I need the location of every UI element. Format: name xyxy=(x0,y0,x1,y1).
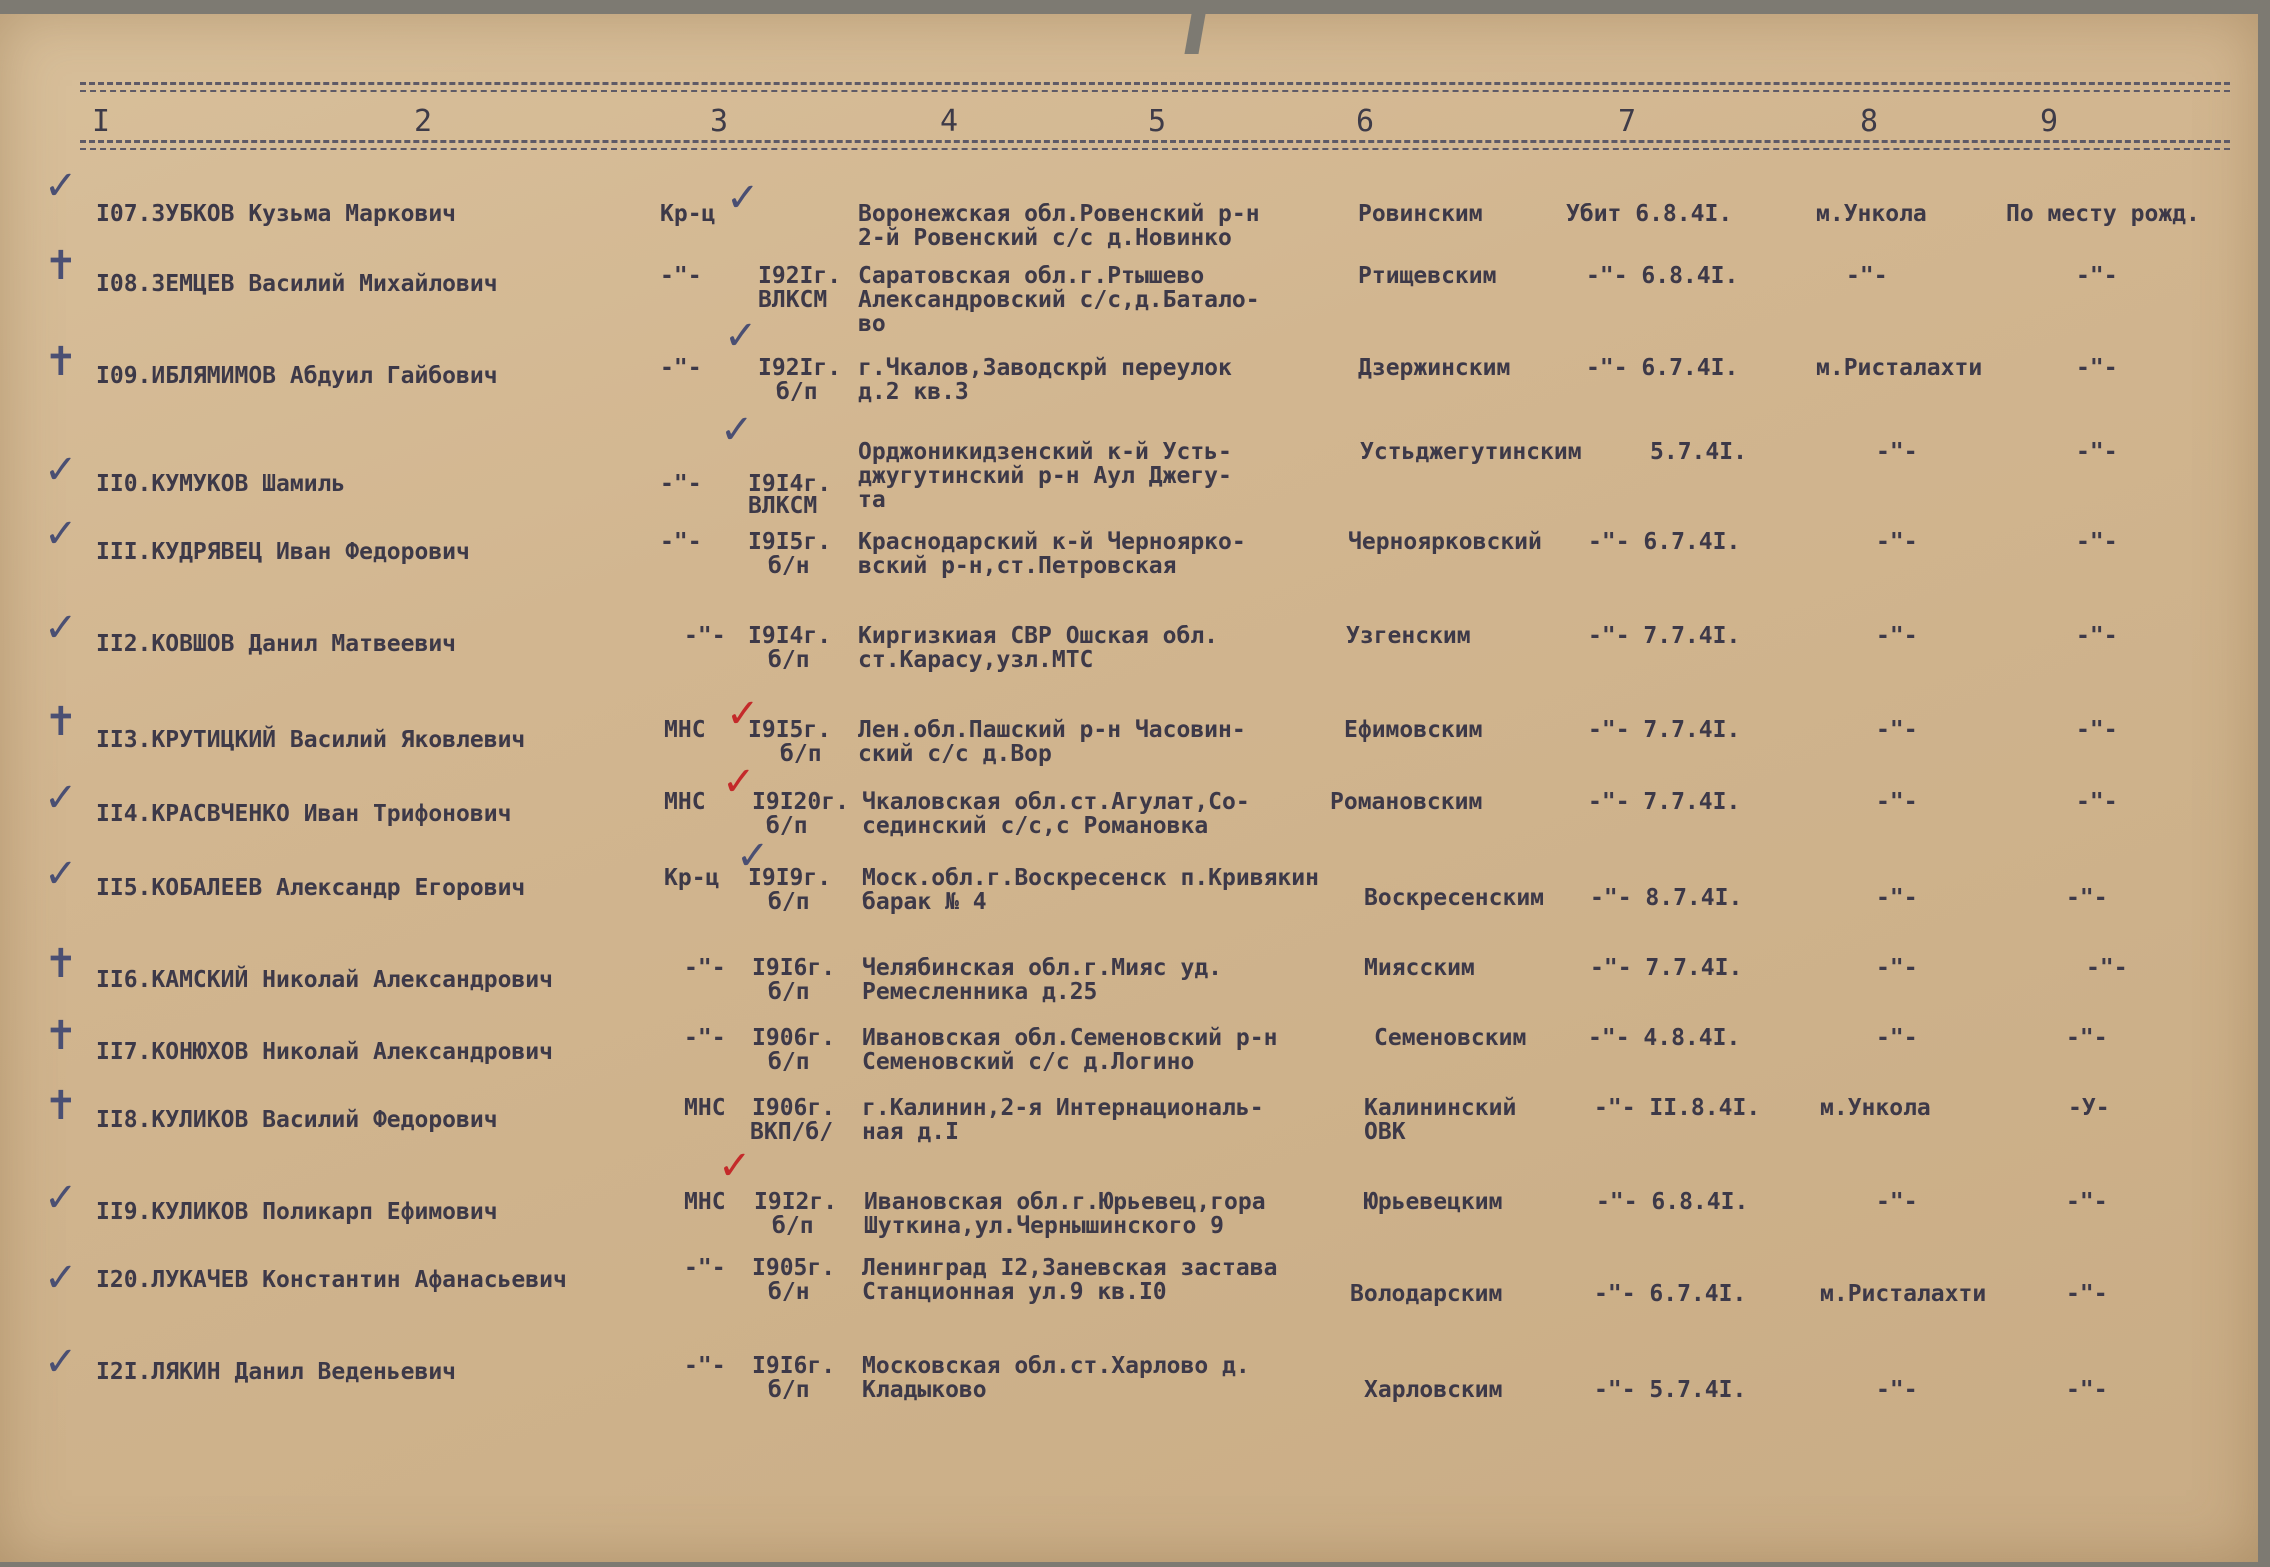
address-line: г.Калинин,2-я Интернациональ- xyxy=(862,1095,1264,1121)
column-number-7: 7 xyxy=(1618,104,1637,139)
burial: -"- xyxy=(2086,955,2128,981)
address-line: барак № 4 xyxy=(862,889,987,915)
rank: МНС xyxy=(684,1189,726,1215)
person-name: I20.ЛУКАЧЕВ Константин Афанасьевич xyxy=(96,1267,567,1293)
address-line: Семеновский с/с д.Логино xyxy=(862,1049,1195,1075)
place-of-death: м.Ристалахти xyxy=(1820,1281,1987,1307)
red-pencil-tick-icon: ✓ xyxy=(726,691,760,737)
address-line: Воронежская обл.Ровенский р-н xyxy=(858,201,1260,227)
rank: -"- xyxy=(684,1353,726,1379)
birth-year: I9I5г. xyxy=(748,717,832,743)
pencil-tick-icon: ✓ xyxy=(44,1255,78,1301)
address-line: Киргизкиая СВР Ошская обл. xyxy=(858,623,1219,649)
column-number-8: 8 xyxy=(1860,104,1879,139)
rank: -"- xyxy=(684,955,726,981)
pencil-tick-icon: ✓ xyxy=(724,313,758,359)
rank: -"- xyxy=(660,529,702,555)
birth-year: I9I5г. xyxy=(748,529,832,555)
fate-date: -"- 7.7.4I. xyxy=(1588,717,1741,743)
rvk: Ефимовским xyxy=(1344,717,1483,743)
birth-year: I905г. xyxy=(752,1255,836,1281)
party: б/п xyxy=(768,647,810,673)
address-line: Кладыково xyxy=(862,1377,987,1403)
birth-year: I92Iг. xyxy=(758,355,842,381)
column-number-5: 5 xyxy=(1148,104,1167,139)
place-of-death: м.Ункола xyxy=(1816,201,1927,227)
rank: МНС xyxy=(664,717,706,743)
column-number-6: 6 xyxy=(1356,104,1375,139)
red-pencil-tick-icon: ✓ xyxy=(718,1143,752,1189)
pencil-tick-icon: ✓ xyxy=(44,163,78,209)
address-line: Челябинская обл.г.Мияс уд. xyxy=(862,955,1223,981)
burial: -"- xyxy=(2076,623,2118,649)
place-of-death: -"- xyxy=(1846,263,1888,289)
address-line: Ленинград I2,Заневская застава xyxy=(862,1255,1278,1281)
document-sheet xyxy=(0,14,2258,1562)
address-line: Ивановская обл.г.Юрьевец,гора xyxy=(864,1189,1266,1215)
birth-year: I9I4г. xyxy=(748,623,832,649)
person-name: II2.КОВШОВ Данил Матвеевич xyxy=(96,631,457,657)
column-number-4: 4 xyxy=(940,104,959,139)
fate-date: -"- 6.8.4I. xyxy=(1586,263,1739,289)
place-of-death: -"- xyxy=(1876,885,1918,911)
address-line: ная д.I xyxy=(862,1119,959,1145)
person-name: II5.КОБАЛЕЕВ Александр Егорович xyxy=(96,875,526,901)
party: ВКП/б/ xyxy=(750,1119,834,1145)
place-of-death: -"- xyxy=(1876,717,1918,743)
rank: Кр-ц xyxy=(660,201,716,227)
rvk: Калининский xyxy=(1364,1095,1517,1121)
person-name: I09.ИБЛЯМИМОВ Абдуил Гайбович xyxy=(96,363,498,389)
rvk: Ртищевским xyxy=(1358,263,1497,289)
birth-year: I9I20г. xyxy=(752,789,849,815)
address-line: ский с/с д.Вор xyxy=(858,741,1052,767)
fate-date: -"- 7.7.4I. xyxy=(1588,789,1741,815)
burial: По месту рожд. xyxy=(2006,201,2200,227)
pencil-tick-icon: ✓ xyxy=(44,605,78,651)
fate-date: -"- 8.7.4I. xyxy=(1590,885,1743,911)
fate-date: -"- 6.7.4I. xyxy=(1588,529,1741,555)
address-line: ст.Карасу,узл.МТС xyxy=(858,647,1094,673)
address-line: Моск.обл.г.Воскресенск п.Кривякин xyxy=(862,865,1319,891)
fate-date: -"- II.8.4I. xyxy=(1594,1095,1761,1121)
birth-year: I9I9г. xyxy=(748,865,832,891)
rvk: Воскресенским xyxy=(1364,885,1545,911)
pencil-tick-icon: ✓ xyxy=(720,407,754,453)
person-name: I07.ЗУБКОВ Кузьма Маркович xyxy=(96,201,457,227)
header-rule-bottom xyxy=(80,140,2230,143)
rank: -"- xyxy=(684,1025,726,1051)
person-name: II6.КАМСКИЙ Николай Александрович xyxy=(96,967,553,993)
fate-date: Убит 6.8.4I. xyxy=(1566,201,1733,227)
burial: -"- xyxy=(2066,1025,2108,1051)
person-name: I08.ЗЕМЦЕВ Василий Михайлович xyxy=(96,271,498,297)
red-pencil-tick-icon: ✓ xyxy=(722,759,756,805)
party: б/н xyxy=(768,553,810,579)
address-line: Ивановская обл.Семеновский р-н xyxy=(862,1025,1278,1051)
column-number-9: 9 xyxy=(2040,104,2059,139)
burial: -У- xyxy=(2068,1095,2110,1121)
address-line: Чкаловская обл.ст.Агулат,Со- xyxy=(862,789,1250,815)
person-name: II8.КУЛИКОВ Василий Федорович xyxy=(96,1107,498,1133)
address-line: Ремесленника д.25 xyxy=(862,979,1098,1005)
pencil-tick-icon: ✓ xyxy=(44,1339,78,1385)
pencil-tick-icon: ✓ xyxy=(44,851,78,897)
birth-year: I9I6г. xyxy=(752,955,836,981)
pencil-tick-icon: ✓ xyxy=(44,511,78,557)
place-of-death: м.Ристалахти xyxy=(1816,355,1983,381)
pencil-tick-icon: ✓ xyxy=(44,447,78,493)
rvk: Ровинским xyxy=(1358,201,1483,227)
burial: -"- xyxy=(2066,885,2108,911)
rvk: Харловским xyxy=(1364,1377,1503,1403)
fate-date: -"- 6.8.4I. xyxy=(1596,1189,1749,1215)
person-name: II3.КРУТИЦКИЙ Василий Яковлевич xyxy=(96,727,526,753)
address-line: 2-й Ровенский с/с д.Новинко xyxy=(858,225,1232,251)
place-of-death: -"- xyxy=(1876,1025,1918,1051)
rvk: Юрьевецким xyxy=(1364,1189,1503,1215)
burial: -"- xyxy=(2076,439,2118,465)
rvk: Черноярковский xyxy=(1348,529,1542,555)
party: ВЛКСМ xyxy=(748,493,818,519)
pencil-tick-icon: ✓ xyxy=(44,775,78,821)
rank: -"- xyxy=(660,355,702,381)
place-of-death: -"- xyxy=(1876,439,1918,465)
rvk: Романовским xyxy=(1330,789,1483,815)
pencil-tick-icon: ✓ xyxy=(44,1175,78,1221)
birth-year: I92Iг. xyxy=(758,263,842,289)
rank: -"- xyxy=(660,263,702,289)
burial: -"- xyxy=(2076,529,2118,555)
burial: -"- xyxy=(2076,355,2118,381)
rank: -"- xyxy=(660,471,702,497)
burial: -"- xyxy=(2076,717,2118,743)
burial: -"- xyxy=(2066,1189,2108,1215)
pencil-cross-icon: ✝ xyxy=(44,339,78,385)
fate-date: -"- 7.7.4I. xyxy=(1588,623,1741,649)
person-name: II4.КРАСВЧЕНКО Иван Трифонович xyxy=(96,801,512,827)
person-name: II9.КУЛИКОВ Поликарп Ефимович xyxy=(96,1199,498,1225)
place-of-death: -"- xyxy=(1876,623,1918,649)
pencil-cross-icon: ✝ xyxy=(44,699,78,745)
address-line: Александровский с/с,д.Батало- xyxy=(858,287,1260,313)
rank: МНС xyxy=(664,789,706,815)
party: б/н xyxy=(768,1279,810,1305)
paper-tear xyxy=(1184,14,1205,54)
fate-date: -"- 6.7.4I. xyxy=(1586,355,1739,381)
address-line: Саратовская обл.г.Ртышево xyxy=(858,263,1205,289)
place-of-death: -"- xyxy=(1876,1377,1918,1403)
burial: -"- xyxy=(2076,263,2118,289)
header-rule-top xyxy=(80,82,2230,85)
birth-year: I906г. xyxy=(752,1095,836,1121)
pencil-cross-icon: ✝ xyxy=(44,941,78,987)
pencil-cross-icon: ✝ xyxy=(44,243,78,289)
address-line: Станционная ул.9 кв.I0 xyxy=(862,1279,1167,1305)
address-line: г.Чкалов,Заводскрй переулок xyxy=(858,355,1232,381)
address-line: Орджоникидзенский к-й Усть- xyxy=(858,439,1232,465)
place-of-death: -"- xyxy=(1876,529,1918,555)
column-number-2: 2 xyxy=(414,104,433,139)
address-line: сединский с/с,с Романовка xyxy=(862,813,1209,839)
address-line: Лен.обл.Пашский р-н Часовин- xyxy=(858,717,1246,743)
place-of-death: м.Ункола xyxy=(1820,1095,1931,1121)
rvk: Дзержинским xyxy=(1358,355,1511,381)
place-of-death: -"- xyxy=(1876,955,1918,981)
rvk: Володарским xyxy=(1350,1281,1503,1307)
party: б/п xyxy=(768,1377,810,1403)
party: б/п xyxy=(768,889,810,915)
column-number-1: I xyxy=(92,104,111,139)
rvk: Устьджегутинским xyxy=(1360,439,1582,465)
fate-date: -"- 7.7.4I. xyxy=(1590,955,1743,981)
address-line: Краснодарский к-й Черноярко- xyxy=(858,529,1246,555)
pencil-tick-icon: ✓ xyxy=(736,833,770,879)
header-rule-bottom-2 xyxy=(80,148,2230,150)
fate-date: -"- 6.7.4I. xyxy=(1594,1281,1747,1307)
person-name: I2I.ЛЯКИН Данил Веденьевич xyxy=(96,1359,457,1385)
rvk: Семеновским xyxy=(1374,1025,1527,1051)
address-line: та xyxy=(858,487,886,513)
party: б/п xyxy=(766,813,808,839)
pencil-tick-icon: ✓ xyxy=(726,175,760,221)
column-number-3: 3 xyxy=(710,104,729,139)
person-name: II7.КОНЮХОВ Николай Александрович xyxy=(96,1039,553,1065)
rvk: Узгенским xyxy=(1346,623,1471,649)
place-of-death: -"- xyxy=(1876,789,1918,815)
address-line: вский р-н,ст.Петровская xyxy=(858,553,1177,579)
fate-date: -"- 4.8.4I. xyxy=(1588,1025,1741,1051)
place-of-death: -"- xyxy=(1876,1189,1918,1215)
rank: МНС xyxy=(684,1095,726,1121)
rvk: Миясским xyxy=(1364,955,1475,981)
rank: Кр-ц xyxy=(664,865,720,891)
address-line: Шуткина,ул.Чернышинского 9 xyxy=(864,1213,1225,1239)
rank: -"- xyxy=(684,1255,726,1281)
fate-date: -"- 5.7.4I. xyxy=(1594,1377,1747,1403)
birth-year: I9I2г. xyxy=(754,1189,838,1215)
address-line: д.2 кв.3 xyxy=(858,379,969,405)
pencil-cross-icon: ✝ xyxy=(44,1083,78,1129)
burial: -"- xyxy=(2076,789,2118,815)
person-name: III.КУДРЯВЕЦ Иван Федорович xyxy=(96,539,470,565)
party: б/п xyxy=(772,1213,814,1239)
address-line: во xyxy=(858,311,886,337)
birth-year: I9I6г. xyxy=(752,1353,836,1379)
rank: -"- xyxy=(684,623,726,649)
burial: -"- xyxy=(2066,1377,2108,1403)
party: б/п xyxy=(780,741,822,767)
person-name: II0.КУМУКОВ Шамиль xyxy=(96,471,346,497)
fate-date: 5.7.4I. xyxy=(1650,439,1747,465)
pencil-cross-icon: ✝ xyxy=(44,1013,78,1059)
birth-year: I906г. xyxy=(752,1025,836,1051)
party: ВЛКСМ xyxy=(758,287,828,313)
party: б/п xyxy=(768,1049,810,1075)
address-line: джугутинский р-н Аул Джегу- xyxy=(858,463,1232,489)
party: б/п xyxy=(768,979,810,1005)
rvk-line-2: ОВК xyxy=(1364,1119,1406,1145)
birth-year: I9I4г. xyxy=(748,471,832,497)
header-rule-top-2 xyxy=(80,90,2230,92)
address-line: Московская обл.ст.Харлово д. xyxy=(862,1353,1250,1379)
burial: -"- xyxy=(2066,1281,2108,1307)
party: б/п xyxy=(776,379,818,405)
